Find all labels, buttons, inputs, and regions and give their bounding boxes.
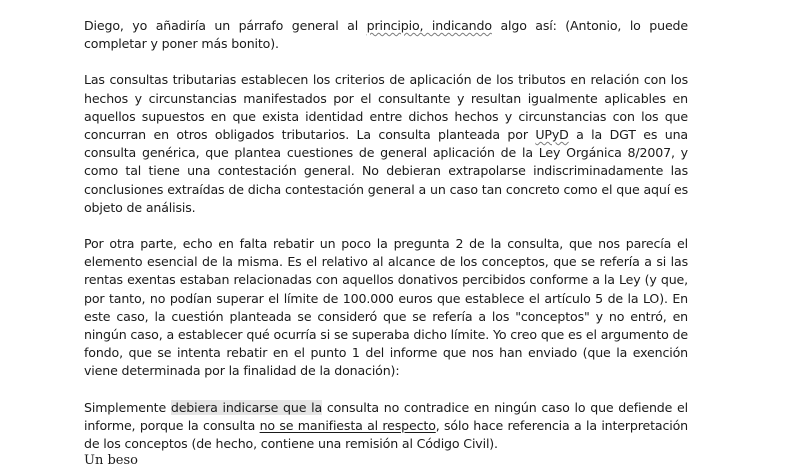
spellcheck-flagged-phrase[interactable]: principio, indicando bbox=[366, 18, 492, 33]
simplemente-text-start: Simplemente bbox=[84, 399, 171, 415]
paragraph-simplemente bbox=[84, 399, 688, 454]
underlined-phrase: no se manifiesta al respecto bbox=[259, 417, 436, 433]
intro-text-start: Diego, yo añadiría un párrafo general al bbox=[84, 18, 367, 33]
highlighted-phrase: debiera indicarse que la bbox=[170, 399, 323, 415]
spellcheck-flagged-word[interactable]: UPyD bbox=[535, 127, 569, 143]
intro-text-end: algo así: (Antonio, lo puede completar y poner más bonito). bbox=[84, 18, 688, 52]
simplemente-text-end: , sólo hace referencia a la interpretación de los conceptos (de hecho, contiene una remisión al Código Civil). bbox=[84, 417, 688, 452]
paragraph-consultas bbox=[84, 71, 688, 217]
simplemente-text-middle: consulta no contradice en ningún caso lo que defiende el informe, porque la consulta bbox=[84, 399, 688, 433]
email-body bbox=[84, 17, 688, 469]
consultas-text-start: Las consultas tributarias establecen los criterios de aplicación de los tributos en relación con los hechos y circunstancias manifestados por el consultante y resultan igualmente aplicables en aquellos supuestos en que exista identidad entre dichos hechos y circunstancias con los que concurran en otros obligados tributarios. La consulta planteada por bbox=[84, 72, 688, 143]
paragraph-por-otra-parte: Por otra parte, echo en falta rebatir un poco la pregunta 2 de la consulta, que nos parecía el elemento esencial de la misma. Es el relativo al alcance de los conceptos, que se refería a si las rentas exentas estaban relacionadas con aquellos donativos percibidos conforme a la Ley (y que, por tanto, no podían superar el límite de 100.000 euros que establece el artículo 5 de la LO). En este caso, la cuestión planteada se consideró que se refería a los "conceptos" y no entró, en ningún caso, a establecer qué ocurría si se superaba dicho límite. Yo creo que es el argumento de fondo, que se intenta rebatir en el punto 1 del informe que nos han enviado (que la exención viene determinada por la finalidad de la donación): bbox=[84, 236, 688, 379]
signoff: Un beso bbox=[84, 453, 138, 469]
consultas-text-end: a la DGT es una consulta genérica, que plantea cuestiones de general aplicación de la Ley Orgánica 8/2007, y como tal tiene una contestación general. No debieran extrapolarse indiscriminadamente las conclusiones extraídas de dicha contestación general a un caso tan concreto como el que aquí es objeto de análisis. bbox=[84, 127, 688, 215]
paragraph-intro bbox=[84, 17, 688, 53]
